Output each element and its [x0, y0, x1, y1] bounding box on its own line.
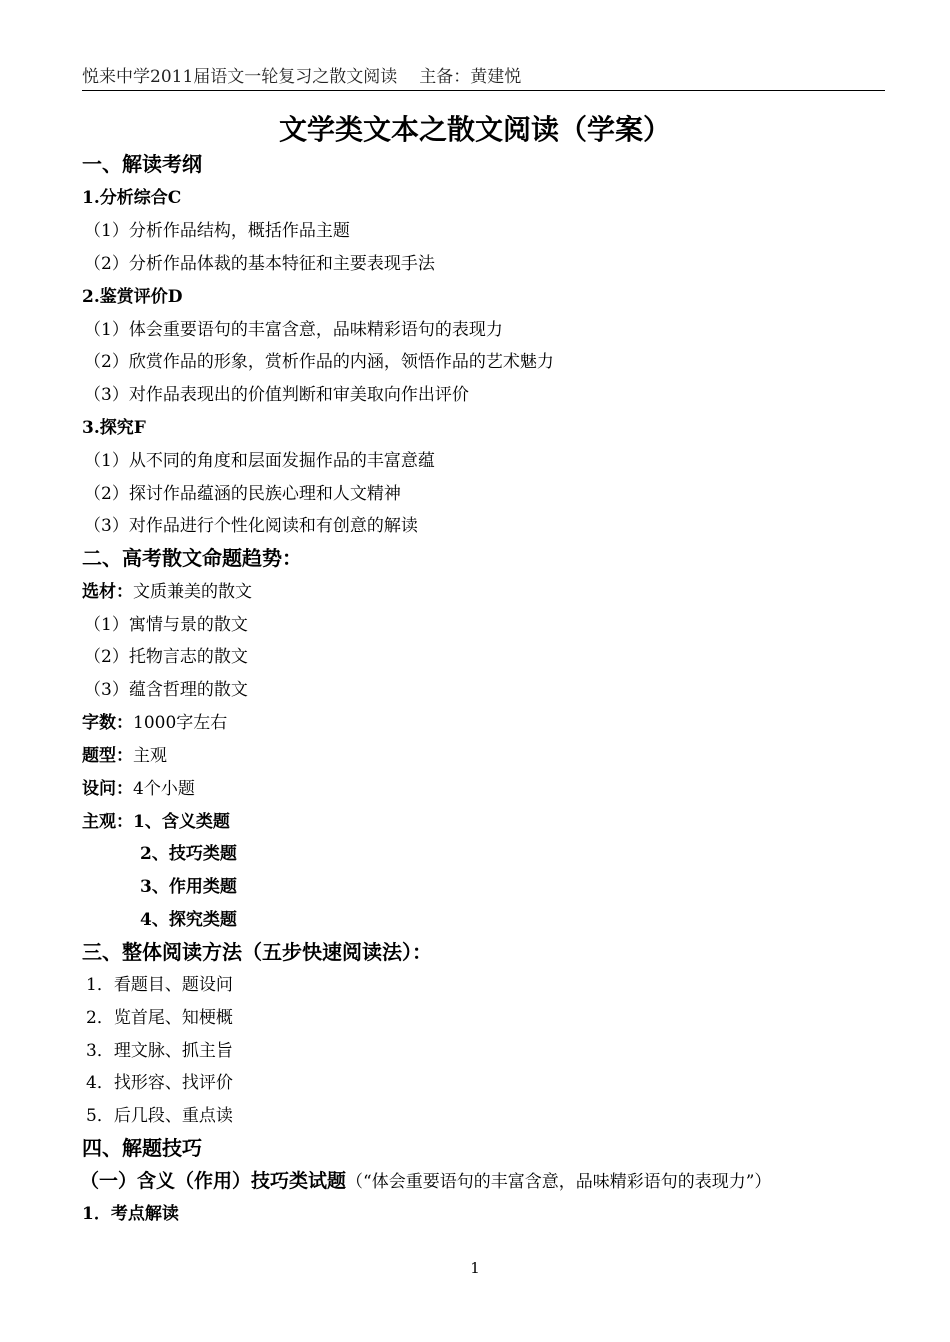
section1-group2-title: 2.鉴赏评价D [82, 287, 183, 307]
reading-step: 4．找形容、找评价 [86, 1073, 233, 1093]
section1-group2-item: （1）体会重要语句的丰富含意，品味精彩语句的表现力 [84, 320, 503, 340]
page-number: 1 [470, 1259, 480, 1277]
subjective-item: 3、作用类题 [140, 877, 237, 897]
section1-group2-item: （2）欣赏作品的形象，赏析作品的内涵，领悟作品的艺术魅力 [84, 352, 554, 372]
subjective-line [82, 810, 230, 834]
section4-sub1 [80, 1169, 771, 1194]
header-editor: 主备：黄建悦 [419, 67, 522, 87]
section1-group3-item: （2）探讨作品蕴涵的民族心理和人文精神 [84, 484, 401, 504]
header-title: 悦来中学2011届语文一轮复习之散文阅读 [82, 67, 398, 87]
subjective-item: 4、探究类题 [140, 910, 237, 930]
reading-step: 3．理文脉、抓主旨 [86, 1041, 233, 1061]
section4-heading: 四、解题技巧 [82, 1136, 202, 1160]
type-label: 题型： [82, 746, 133, 766]
section1-group1-title: 1.分析综合C [82, 188, 182, 208]
material-value: 文质兼美的散文 [133, 582, 252, 602]
page-header [82, 66, 885, 91]
section1-group3-title: 3.探究F [82, 418, 146, 438]
questions-value: 4个小题 [133, 779, 195, 799]
subjective-label: 主观： [82, 812, 133, 832]
questions-line [82, 777, 195, 801]
material-item: （1）寓情与景的散文 [84, 615, 248, 635]
subjective-item: 2、技巧类题 [140, 844, 237, 864]
section3-heading: 三、整体阅读方法（五步快速阅读法）： [82, 940, 432, 964]
wordcount-line [82, 711, 227, 735]
reading-step: 1．看题目、题设问 [86, 975, 233, 995]
wordcount-label: 字数： [82, 713, 133, 733]
section1-group1-item: （2）分析作品体裁的基本特征和主要表现手法 [84, 254, 435, 274]
subjective-item: 1、含义类题 [133, 812, 230, 832]
material-item: （3）蕴含哲理的散文 [84, 680, 248, 700]
material-line [82, 580, 252, 604]
section1-group3-item: （3）对作品进行个性化阅读和有创意的解读 [84, 516, 418, 536]
reading-step: 2．览首尾、知梗概 [86, 1008, 233, 1028]
section4-sub1-title: （一）含义（作用）技巧类试题 [80, 1170, 347, 1192]
type-value: 主观 [133, 746, 167, 766]
section1-group3-item: （1）从不同的角度和层面发掘作品的丰富意蕴 [84, 451, 435, 471]
section1-group1-item: （1）分析作品结构，概括作品主题 [84, 221, 350, 241]
material-label: 选材： [82, 582, 133, 602]
material-item: （2）托物言志的散文 [84, 647, 248, 667]
section2-heading: 二、高考散文命题趋势： [82, 546, 302, 570]
type-line [82, 744, 167, 768]
questions-label: 设问： [82, 779, 133, 799]
section1-heading: 一、解读考纲 [82, 152, 202, 176]
section1-group2-item: （3）对作品表现出的价值判断和审美取向作出评价 [84, 385, 469, 405]
document-title: 文学类文本之散文阅读（学案） [278, 113, 671, 146]
reading-step: 5．后几段、重点读 [86, 1106, 233, 1126]
wordcount-value: 1000字左右 [133, 713, 228, 733]
section4-sub1-note: （“体会重要语句的丰富含意，品味精彩语句的表现力”） [346, 1172, 772, 1192]
section4-point1: 1．考点解读 [82, 1204, 179, 1224]
